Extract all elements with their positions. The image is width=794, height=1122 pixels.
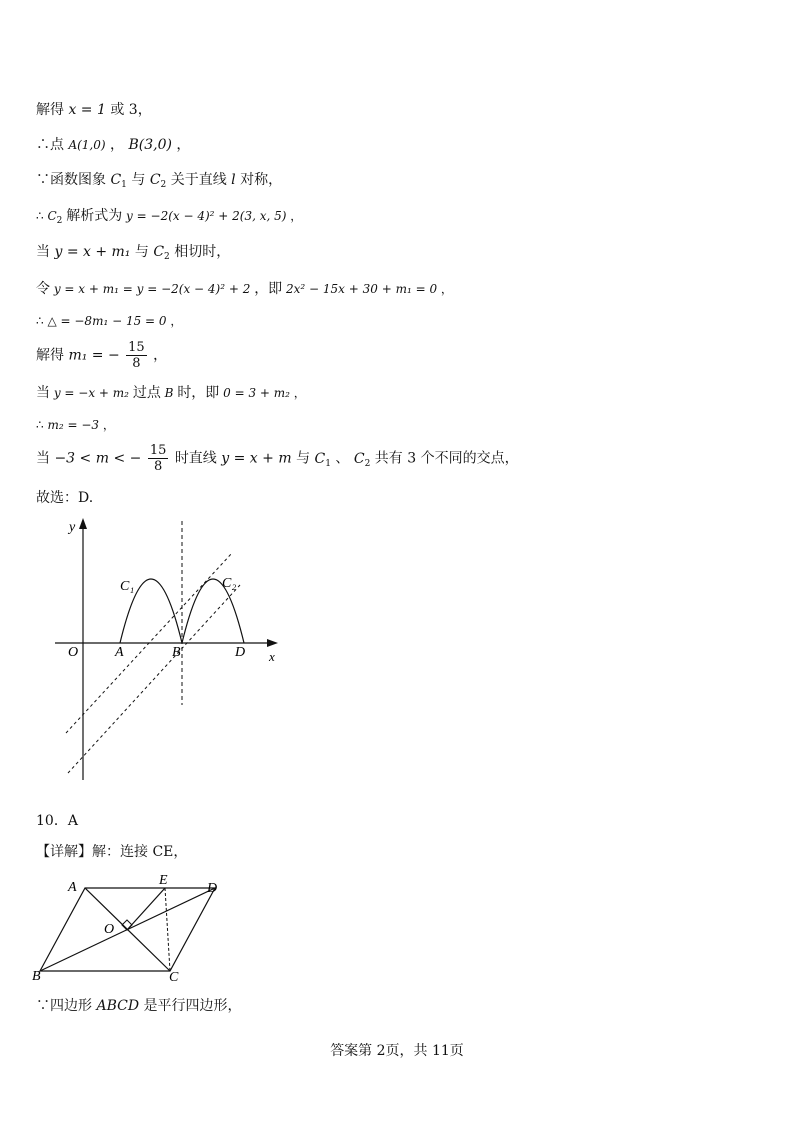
- fraction: [148, 443, 169, 474]
- solution-line-11: [36, 443, 519, 474]
- expression: y = −2(x − 4)² + 2(3, x, 5): [126, 209, 287, 223]
- answer-choice-line: 故选：D.: [36, 490, 94, 506]
- curve-c1-label: C₁: [120, 579, 135, 594]
- text: ，: [293, 386, 306, 400]
- text: 令: [36, 281, 50, 297]
- text: 关于直线: [170, 172, 227, 188]
- point-e-label: E: [159, 873, 168, 888]
- text: 共有 3 个不同的交点，: [374, 450, 519, 467]
- text: ∵函数图象: [36, 172, 106, 188]
- text: 解得: [36, 347, 64, 364]
- point-b-label: B: [172, 645, 181, 660]
- expression: m₂ = −3: [47, 418, 100, 432]
- text: ，: [110, 137, 125, 153]
- text: 与: [134, 244, 149, 260]
- text: 对称，: [240, 172, 283, 188]
- vertex-c-label: C: [169, 970, 179, 985]
- text: ∴: [36, 209, 44, 223]
- text: 、: [335, 450, 350, 467]
- segment-ce: [165, 888, 170, 971]
- text: 当: [36, 244, 50, 260]
- solution-line-8: [36, 340, 167, 371]
- parallelogram-figure: [30, 868, 230, 986]
- text: ，: [170, 314, 183, 328]
- x-axis-arrow: [267, 639, 278, 647]
- vertex-a-label: A: [68, 880, 77, 895]
- x-axis-label: x: [269, 649, 275, 664]
- denominator: 8: [132, 356, 141, 371]
- text: 与: [296, 450, 311, 467]
- c1-symbol: $C_1$: [110, 172, 127, 190]
- expression: 0 = 3 + m₂: [223, 386, 290, 400]
- solution-line-2: [36, 136, 190, 154]
- expression: 2x² − 15x + 30 + m₁ = 0: [286, 282, 438, 296]
- point-o-label: O: [104, 922, 115, 937]
- solution-line-1: [36, 101, 152, 119]
- expression: m₁ = −: [68, 347, 120, 364]
- c2-symbol: $C_2$: [153, 244, 170, 262]
- curve-c2-label: C₂: [222, 576, 237, 591]
- point-b-label: B: [164, 386, 174, 400]
- point-a: A(1,0): [68, 138, 106, 152]
- detail-line: 【详解】解：连接 CE，: [36, 844, 188, 860]
- expression: y = x + m₁ = y = −2(x − 4)² + 2: [53, 282, 251, 296]
- text: 与: [131, 172, 146, 188]
- point-a-label: A: [115, 645, 124, 660]
- question-10-answer: 10．A: [36, 813, 78, 829]
- text: ，: [176, 137, 191, 153]
- text: ，: [290, 209, 303, 223]
- text: 是平行四边形，: [143, 998, 242, 1014]
- text: ∵四边形: [36, 998, 92, 1014]
- text: 相切时，: [174, 244, 231, 260]
- text: ，: [102, 418, 115, 432]
- solution-line-10: [36, 416, 115, 434]
- solution-line-7: [36, 312, 182, 330]
- expression: y = x + m₁: [54, 244, 131, 260]
- text: ，: [440, 282, 453, 296]
- function-graph-figure: [50, 515, 290, 790]
- fraction: [126, 340, 147, 371]
- text: ，: [153, 347, 168, 364]
- page-footer: 答案第 2页，共 11页: [330, 1043, 464, 1059]
- line-through-b: [68, 585, 240, 773]
- solution-line-5: [36, 243, 230, 266]
- vertex-d-label: D: [207, 881, 218, 896]
- text: ∴: [36, 314, 44, 328]
- solution-line-9: [36, 384, 306, 402]
- expression: △ = −8m₁ − 15 = 0: [47, 314, 167, 328]
- text: 解得: [36, 102, 64, 118]
- text: 或 3，: [110, 102, 152, 118]
- text: ，即: [254, 281, 283, 297]
- y-axis-label: y: [69, 520, 76, 535]
- c2-symbol: $C_2$: [47, 209, 63, 226]
- text: 过点: [132, 385, 161, 401]
- expression: y = x + m: [221, 450, 292, 467]
- point-d-label: D: [235, 645, 246, 660]
- text: ∴: [36, 418, 44, 432]
- equation: x = 1: [68, 102, 106, 118]
- expression: −3 < m < −: [54, 450, 142, 467]
- parallelogram-statement: [36, 997, 242, 1015]
- y-axis-arrow: [79, 518, 87, 529]
- solution-line-4: [36, 207, 302, 230]
- solution-line-6: [36, 280, 453, 298]
- text: 时直线: [174, 450, 217, 467]
- c2-symbol: $C_2$: [149, 172, 167, 190]
- text: 当: [36, 450, 50, 467]
- expression: y = −x + m₂: [53, 386, 129, 400]
- text: ∴点: [36, 137, 64, 153]
- text: 解析式为: [66, 208, 123, 224]
- text: 时，即: [177, 385, 220, 401]
- vertex-b-label: B: [32, 969, 41, 984]
- origin-label: O: [68, 645, 79, 660]
- quadrilateral-name: ABCD: [96, 998, 140, 1014]
- segment-oe: [127, 888, 165, 930]
- point-b: B(3,0): [128, 137, 172, 153]
- text: 当: [36, 385, 50, 401]
- solution-line-3: [36, 171, 282, 194]
- denominator: 8: [153, 459, 163, 474]
- line-l-symbol: l: [231, 172, 236, 188]
- c2-symbol: $C_2$: [353, 450, 371, 469]
- c1-symbol: $C_1$: [314, 450, 331, 469]
- numerator: 15: [128, 340, 145, 355]
- numerator: 15: [149, 443, 167, 458]
